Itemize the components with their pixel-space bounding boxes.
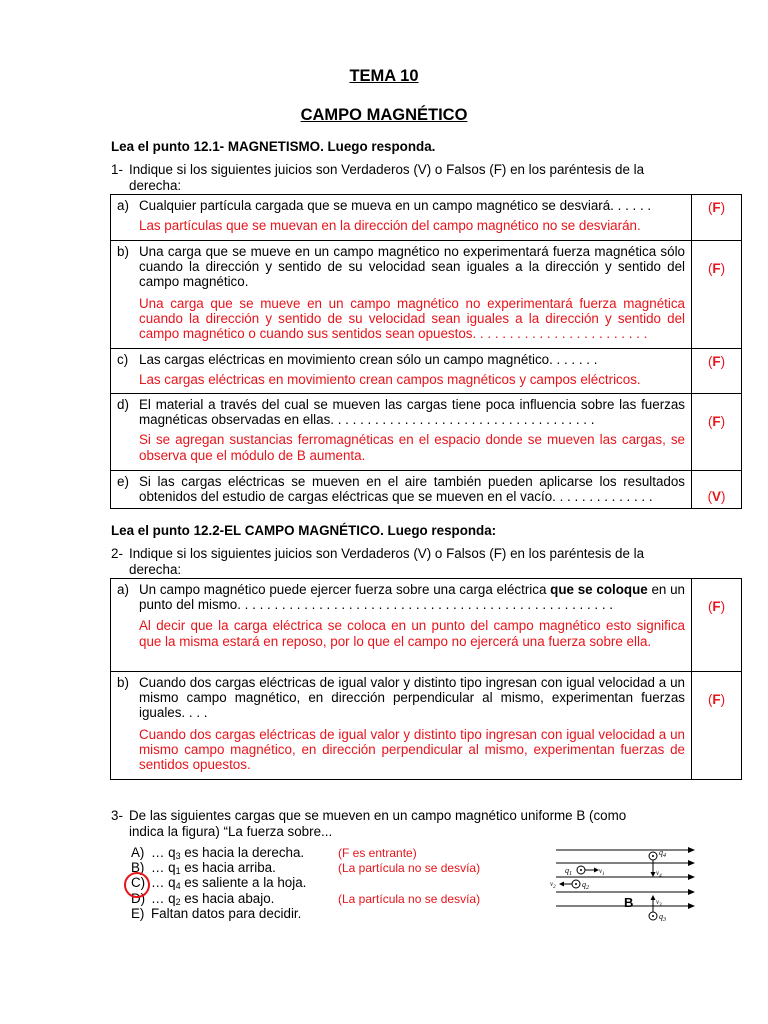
option-key: B) — [131, 860, 145, 876]
item-text: El material a través del cual se mueven las cargas tiene poca influencia sobre las fuerzas magnéticas observadas en ellas. . . . . . . . . . . . . . . . . . . . . . . . . . . . . . . . . . . . — [139, 397, 685, 428]
question-2-number: 2- — [111, 546, 123, 561]
charge-q4-label: $q_4$ — [659, 848, 666, 859]
question-3-line2: indica la figura) “La fuerza sobre... — [129, 823, 333, 839]
page-title: TEMA 10 — [349, 67, 419, 85]
magnetic-field-figure — [548, 842, 698, 924]
question-2-line2: derecha: — [129, 561, 182, 577]
option-key: E) — [131, 905, 145, 921]
item-text: Si las cargas eléctricas se mueven en el aire también pueden aplicarse los resultados obtenidos del estudio de cargas eléctricas que se mueven en el vacío. . . . . . . . . . . . . . — [139, 474, 685, 505]
answer-cell: (V) — [692, 471, 742, 509]
item-correction: Si se agregan sustancias ferromagnéticas en el espacio donde se mueven las cargas, se observa que el módulo de B aumenta. — [139, 432, 685, 463]
velocity-v1-label: $v_1$ — [599, 867, 605, 877]
item-label: c) — [117, 352, 129, 367]
option-note: (F es entrante) — [338, 846, 417, 860]
answer-value: F — [712, 599, 721, 614]
option-note: (La partícula no se desvía) — [338, 861, 481, 876]
question-3-line1: De las siguientes cargas que se mueven en un campo magnético uniforme B (como — [129, 808, 627, 823]
item-label: a) — [117, 198, 129, 213]
item-text: Cualquier partícula cargada que se mueva en un campo magnético se desviará. . . . . . — [139, 198, 652, 213]
charge-q3-label: $q_3$ — [659, 912, 666, 923]
options-list — [131, 845, 531, 921]
item-label: a) — [117, 582, 129, 597]
item-text: Cuando dos cargas eléctricas de igual valor y distinto tipo ingresan con igual velocidad a un mismo campo magnético, en dirección perpendicular al mismo, experimentan fuerzas iguales. . . . — [139, 675, 685, 721]
option-sub: 2 — [175, 896, 181, 907]
option-key: C) — [131, 875, 146, 891]
question-1-table — [110, 194, 742, 509]
option-text-end: es saliente a la hoja. — [180, 875, 307, 891]
charge-q4-dot — [652, 855, 654, 857]
table-row — [111, 672, 742, 780]
option-text: … q — [151, 845, 176, 860]
item-text-bold: que se coloque — [550, 582, 648, 597]
option-a — [131, 845, 531, 860]
question-1-number: 1- — [111, 162, 123, 177]
charge-q2-label: $q_2$ — [582, 880, 589, 891]
answer-value: F — [712, 692, 721, 707]
option-text-end: es hacia arriba. — [180, 860, 276, 876]
option-sub: 3 — [175, 851, 181, 861]
answer-value: V — [712, 489, 721, 504]
table-row — [111, 579, 742, 672]
velocity-v2-label: $v_2$ — [550, 880, 556, 890]
charge-q1-label: $q_1$ — [565, 866, 572, 877]
section1-heading: Lea el punto 12.1- MAGNETISMO. Luego responda. — [111, 139, 436, 154]
section2-heading: Lea el punto 12.2-EL CAMPO MAGNÉTICO. Luego responda: — [111, 523, 497, 538]
charge-q1-dot — [580, 869, 582, 871]
option-text: … q — [151, 860, 176, 876]
option-text-end: es hacia la derecha. — [180, 845, 305, 860]
option-note: (La partícula no se desvía) — [338, 891, 481, 906]
table-row — [111, 195, 742, 241]
answer-cell: (F) — [692, 195, 742, 241]
item-label: d) — [117, 397, 129, 412]
table-row — [111, 349, 742, 394]
question-3-number: 3- — [111, 808, 123, 823]
answer-value: F — [712, 261, 721, 276]
velocity-v3-label: $v_3$ — [656, 898, 662, 908]
selected-answer-circle — [124, 872, 150, 898]
option-text: … q — [151, 890, 176, 906]
option-text: … q — [151, 875, 176, 891]
item-text: Las cargas eléctricas en movimiento crean sólo un campo magnético. . . . . . . — [139, 352, 598, 367]
charge-q2-dot — [575, 883, 577, 885]
answer-cell: (F) — [692, 394, 742, 471]
table-row — [111, 241, 742, 349]
option-text-end: es hacia abajo. — [180, 890, 275, 906]
option-sub: 1 — [175, 866, 181, 877]
item-text: Un campo magnético puede ejercer fuerza sobre una carga eléctrica — [139, 582, 551, 597]
item-correction: Las partículas que se muevan en la dirección del campo magnético no se desviarán. — [139, 218, 641, 234]
item-correction: Las cargas eléctricas en movimiento crean campos magnéticos y campos eléctricos. — [139, 372, 641, 388]
question-2 — [111, 546, 701, 577]
option-key: A) — [131, 845, 145, 860]
item-label: b) — [117, 675, 129, 690]
table-row — [111, 471, 742, 509]
option-text: Faltan datos para decidir. — [151, 905, 302, 921]
question-3 — [111, 808, 711, 839]
option-e — [131, 906, 531, 921]
table-row — [111, 394, 742, 471]
option-sub: 4 — [175, 881, 181, 892]
question-1-line1: Indique si los siguientes juicios son Verdaderos (V) o Falsos (F) en los paréntesis de la — [129, 162, 645, 177]
answer-cell: (F) — [692, 349, 742, 394]
question-1 — [111, 162, 701, 193]
answer-value: F — [712, 200, 721, 215]
charge-q3-dot — [652, 915, 654, 917]
answer-value: F — [712, 354, 721, 369]
option-c — [131, 875, 531, 890]
option-key: D) — [131, 890, 146, 906]
item-text: Una carga que se mueve en un campo magnético no experimentará fuerza magnética sólo cuando la dirección y sentido de su velocidad sean iguales a la dirección y sentido del campo magnético. — [139, 244, 685, 290]
page-subtitle: CAMPO MAGNÉTICO — [300, 106, 468, 124]
velocity-v4-label: $v_4$ — [656, 869, 662, 879]
answer-cell: (F) — [692, 241, 742, 349]
field-b-label: B — [624, 895, 634, 910]
item-correction: Una carga que se mueve en un campo magnético no experimentará fuerza magnética cuando la dirección y sentido de su velocidad sean iguales a la dirección y sentido del campo magnético o cuando sus sentidos sean opuestos. . . . . . . . . . . . . . . . . . . . . . . . — [139, 295, 685, 342]
option-d — [131, 891, 531, 906]
item-correction: Al decir que la carga eléctrica se coloca en un punto del campo magnético esto significa que la misma estará en reposo, por lo que el campo no ejercerá una fuerza sobre ella. — [139, 618, 685, 649]
answer-cell: (F) — [692, 672, 742, 780]
item-text-end: en un punto del mismo. . . . . . . . . . . . . . . . . . . . . . . . . . . . . . . . . . . . . . . . . . . . . . . . . . . — [139, 582, 686, 613]
question-2-line1: Indique si los siguientes juicios son Verdaderos (V) o Falsos (F) en los paréntesis de la — [129, 546, 645, 561]
option-b — [131, 860, 531, 875]
question-2-table — [110, 578, 742, 780]
item-correction: Cuando dos cargas eléctricas de igual valor y distinto tipo ingresan con igual velocidad a un mismo campo magnético, en dirección perpendicular al mismo, experimentan fuerzas de sentidos opuestos. — [139, 726, 685, 773]
item-label: e) — [117, 474, 129, 489]
answer-cell: (F) — [692, 579, 742, 672]
answer-value: F — [712, 414, 721, 429]
question-1-line2: derecha: — [129, 177, 182, 193]
item-label: b) — [117, 244, 129, 259]
